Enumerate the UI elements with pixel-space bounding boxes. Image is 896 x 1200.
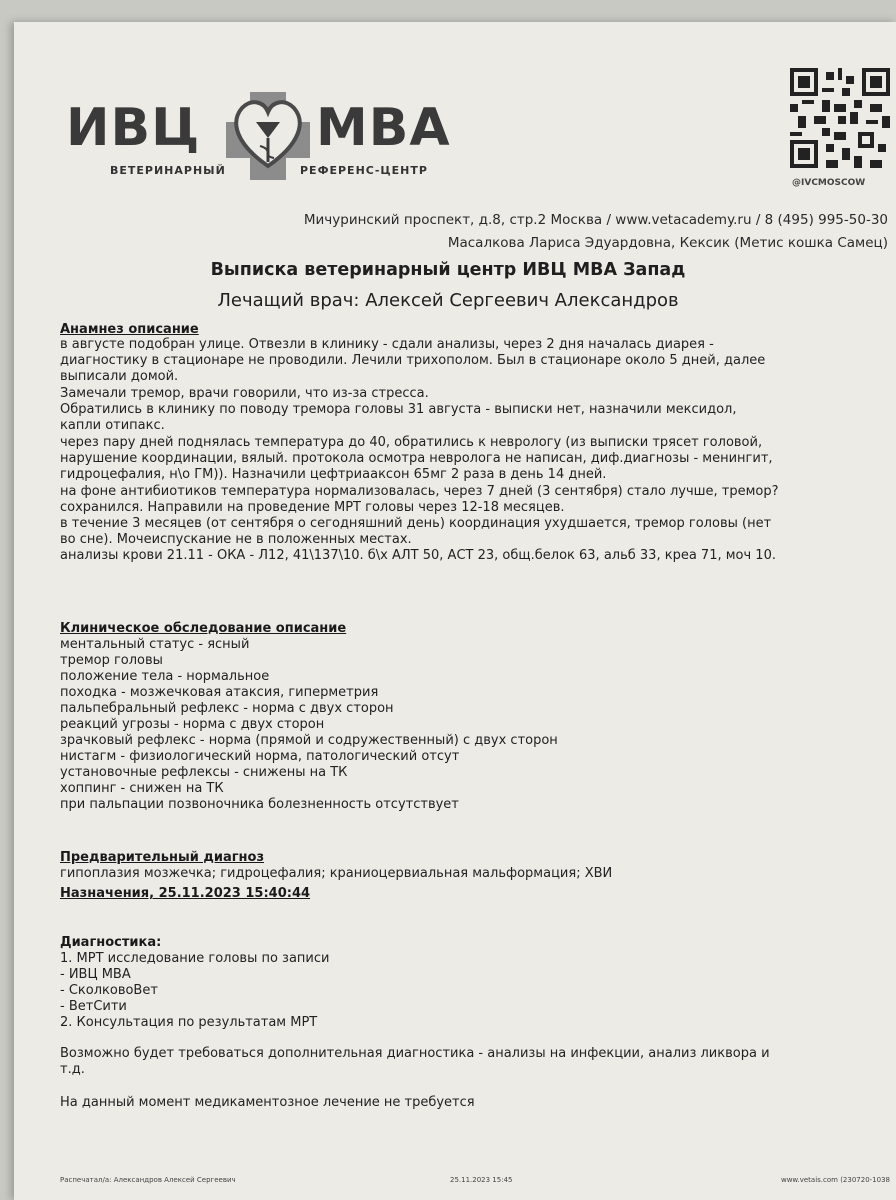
- diagnostics-line: 1. МРТ исследование головы по записи: [60, 951, 330, 966]
- diagnostics-title: Диагностика:: [60, 935, 162, 950]
- anamnesis-line: Замечали тремор, врачи говорили, что из-за стресса.: [60, 386, 429, 401]
- anamnesis-line: Обратились в клинику по поводу тремора головы 31 августа - выписки нет, назначили мексидол,: [60, 402, 737, 417]
- anamnesis-line: нарушение координации, вялый. протокола осмотра невролога не написан, диф.диагнозы - менингит,: [60, 451, 773, 466]
- exam-line: реакций угрозы - норма с двух сторон: [60, 717, 325, 732]
- anamnesis-line: анализы крови 21.11 - ОКА - Л12, 41\137\10. б\х АЛТ 50, АСТ 23, общ.белок 63, альб 33, креа 71, моч 10.: [60, 548, 776, 563]
- footer-site: www.vetais.com (230720-1038: [780, 1176, 890, 1184]
- clinic-logo: [66, 92, 476, 182]
- logo-text-left: ИВЦ: [66, 98, 201, 158]
- diagnostics-line: 2. Консультация по результатам МРТ: [60, 1015, 318, 1030]
- exam-line: установочные рефлексы - снижены на ТК: [60, 765, 348, 780]
- document-title: Выписка ветеринарный центр ИВЦ МВА Запад: [210, 260, 686, 280]
- anamnesis-line: в августе подобран улице. Отвезли в клинику - сдали анализы, через 2 дня началась диарея -: [60, 337, 714, 352]
- appointments-title: Назначения, 25.11.2023 15:40:44: [60, 886, 311, 901]
- attending-doctor: Лечащий врач: Алексей Сергеевич Александров: [217, 290, 679, 311]
- logo-subtitle-right: РЕФЕРЕНС-ЦЕНТР: [300, 164, 428, 177]
- anamnesis-line: во сне). Мочеиспускание не в положенных местах.: [60, 532, 412, 547]
- diagnostics-line: - ВетСити: [60, 999, 127, 1014]
- anamnesis-line: выписали домой.: [60, 369, 179, 384]
- anamnesis-line: через пару дней поднялась температура до 40, обратились к неврологу (из выписки трясет головой,: [60, 435, 763, 450]
- anamnesis-title: Анамнез описание: [60, 322, 199, 337]
- note-no-medication: На данный момент медикаментозное лечение не требуется: [60, 1095, 475, 1110]
- logo-emblem-icon: [226, 92, 310, 180]
- exam-line: при пальпации позвоночника болезненность отсутствует: [60, 797, 459, 812]
- anamnesis-line: капли отипакс.: [60, 418, 165, 433]
- note-additional-diagnostics-cont: т.д.: [60, 1062, 85, 1077]
- diagnostics-line: - СколковоВет: [60, 983, 158, 998]
- logo-text-right: МВА: [316, 98, 451, 158]
- exam-line: тремор головы: [60, 653, 163, 668]
- footer-printed-by: Распечатал/а: Александров Алексей Сергеевич: [60, 1176, 236, 1184]
- exam-line: хоппинг - снижен на ТК: [60, 781, 224, 796]
- prelim-diagnosis-text: гипоплазия мозжечка; гидроцефалия; краниоцервиальная мальформация; ХВИ: [60, 866, 613, 881]
- instagram-handle: @IVCMOSCOW: [792, 178, 866, 188]
- diagnostics-line: - ИВЦ МВА: [60, 967, 131, 982]
- note-additional-diagnostics: Возможно будет требоваться дополнительная диагностика - анализы на инфекции, анализ ликвора и: [60, 1046, 770, 1061]
- clinic-address: Мичуринский проспект, д.8, стр.2 Москва / www.vetacademy.ru / 8 (495) 995-50-30: [303, 212, 888, 228]
- prelim-diagnosis-title: Предварительный диагноз: [60, 850, 265, 865]
- footer-print-date: 25.11.2023 15:45: [450, 1176, 513, 1184]
- exam-title: Клиническое обследование описание: [60, 621, 347, 636]
- exam-line: нистагм - физиологический норма, патологический отсут: [60, 749, 460, 764]
- exam-line: пальпебральный рефлекс - норма с двух сторон: [60, 701, 394, 716]
- exam-line: ментальный статус - ясный: [60, 637, 250, 652]
- anamnesis-line: гидроцефалия, н\о ГМ)). Назначили цефтриааксон 65мг 2 раза в день 14 дней.: [60, 467, 607, 482]
- qr-code-icon: [790, 68, 890, 168]
- patient-info: Масалкова Лариса Эдуардовна, Кексик (Метис кошка Самец): [447, 235, 888, 251]
- logo-subtitle-left: ВЕТЕРИНАРНЫЙ: [110, 164, 226, 177]
- exam-line: положение тела - нормальное: [60, 669, 270, 684]
- anamnesis-line: на фоне антибиотиков температура нормализовалась, через 7 дней (3 сентября) стало лучше, тремор?: [60, 484, 779, 499]
- exam-line: зрачковый рефлекс - норма (прямой и содружественный) с двух сторон: [60, 733, 558, 748]
- exam-line: походка - мозжечковая атаксия, гиперметрия: [60, 685, 379, 700]
- anamnesis-line: в течение 3 месяцев (от сентября о сегодняшний день) координация ухудшается, тремор головы (нет: [60, 516, 772, 531]
- anamnesis-line: сохранился. Направили на проведение МРТ головы через 12-18 месяцев.: [60, 500, 565, 515]
- anamnesis-line: диагностику в стационаре не проводили. Лечили трихополом. Был в стационаре около 5 дней, далее: [60, 353, 766, 368]
